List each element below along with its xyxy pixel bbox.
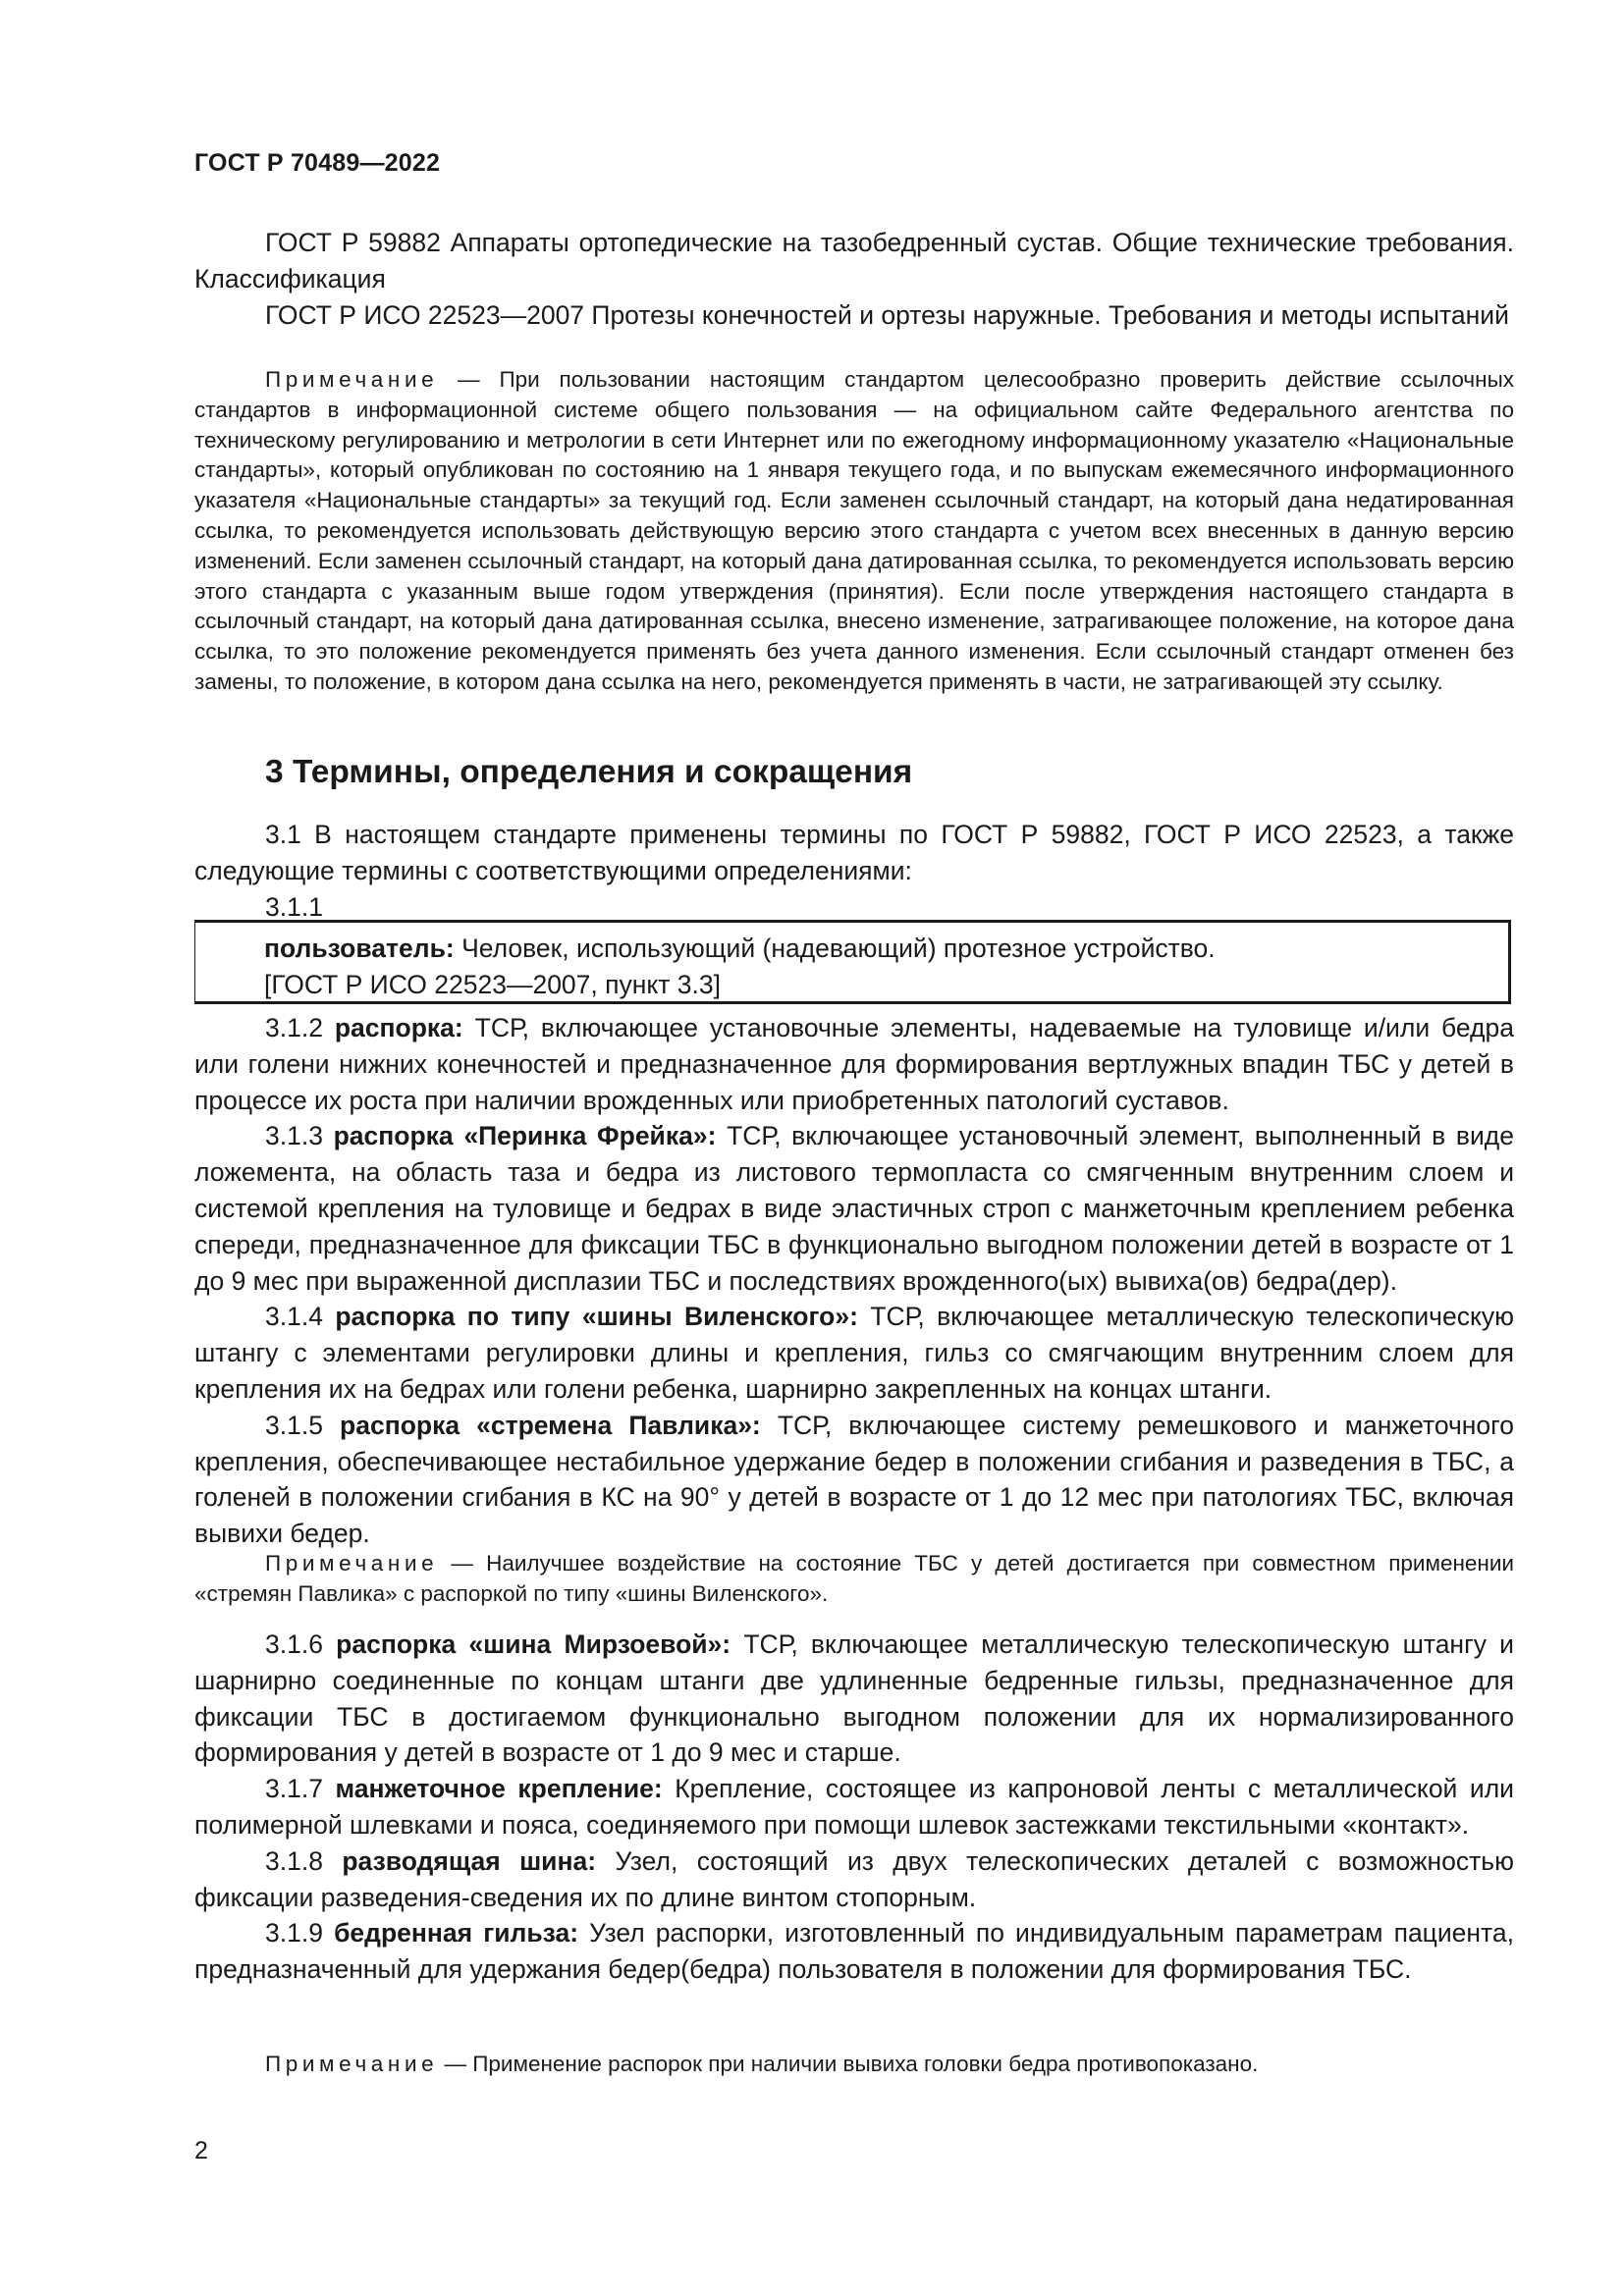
section-intro <box>194 817 1514 925</box>
terms-list-a <box>194 1010 1514 1552</box>
terms-list-b <box>194 1627 1514 1988</box>
note-label: Примечание <box>265 2052 439 2076</box>
boxed-definition <box>194 920 1511 1004</box>
term-number: 3.1.3 <box>265 1121 323 1151</box>
term-definition: Крепление, состоящее из капроновой ленты с металлической или полимерной шлевками и пояса, соединяемого при помощи шлевок застежками текстильными «контакт». <box>194 1774 1514 1840</box>
reference-item: ГОСТ Р 59882 Аппараты ортопедические на тазобедренный сустав. Общие технические требования. Классификация <box>194 228 1514 294</box>
note-1 <box>194 365 1514 698</box>
page-number: 2 <box>194 2137 208 2164</box>
term-source: [ГОСТ Р ИСО 22523—2007, пункт 3.3] <box>264 969 721 999</box>
term-name: распорка «Перинка Фрейка»: <box>333 1121 717 1151</box>
term-name: разводящая шина: <box>342 1845 597 1876</box>
note-text: — Наилучшее воздействие на состояние ТБС у детей достигается при совместном применении «стремян Павлика» с распоркой по типу «шины Виленского». <box>194 1551 1514 1606</box>
term-name: распорка «шина Мирзоевой»: <box>336 1629 731 1659</box>
term-number: 3.1.4 <box>265 1302 323 1332</box>
term-number: 3.1.9 <box>265 1918 323 1949</box>
term-number: 3.1.6 <box>265 1629 323 1659</box>
term-definition: ТСР, включающее металлическую телескопическую штангу с элементами регулировки длины и крепления, гильз со смягчающим внутренним слоем для крепления их на бедрах или голени ребенка, шарнирно закрепленных на концах штанги. <box>194 1302 1514 1404</box>
term-definition: Человек, использующий (надевающий) протезное устройство. <box>461 934 1216 963</box>
reference-item: ГОСТ Р ИСО 22523—2007 Протезы конечностей и ортезы наружные. Требования и методы испытаний <box>265 299 1509 330</box>
term-name: пользователь: <box>264 934 455 963</box>
term-name: распорка «стремена Павлика»: <box>340 1410 761 1440</box>
intro-paragraph: 3.1 В настоящем стандарте применены термины по ГОСТ Р 59882, ГОСТ Р ИСО 22523, а также следующие термины с соответствующими определениями: <box>194 820 1514 885</box>
term-number: 3.1.5 <box>265 1410 323 1440</box>
term-entry <box>194 1915 1514 1988</box>
term-number: 3.1.1 <box>265 891 323 922</box>
term-name: распорка: <box>334 1013 463 1042</box>
term-definition: ТСР, включающее установочный элемент, выполненный в виде ложемента, на область таза и бедра из листового термопласта со смягченным внутренним слоем и системой крепления на туловище и бедрах в виде эластичных строп с манжеточным креплением ребенка спереди, предназначенное для фиксации ТБС в функционально выгодном положении детей в возрасте от 1 до 9 мес при выраженной дисплазии ТБС и последствиях врожденного(ых) вывиха(ов) бедра(дер). <box>194 1121 1514 1296</box>
document-header: ГОСТ Р 70489—2022 <box>194 149 441 177</box>
term-entry <box>194 1299 1514 1407</box>
boxed-definition-text <box>264 931 1216 1003</box>
term-entry <box>194 1118 1514 1299</box>
term-entry <box>194 1408 1514 1552</box>
term-name: распорка по типу «шины Виленского»: <box>335 1302 858 1332</box>
term-number: 3.1.2 <box>265 1013 323 1042</box>
term-entry <box>194 1771 1514 1843</box>
term-entry <box>194 1010 1514 1118</box>
note-2 <box>194 1549 1514 1610</box>
reference-list <box>194 225 1514 333</box>
note-3 <box>194 2050 1514 2080</box>
note-label: Примечание <box>265 367 439 392</box>
term-entry <box>194 1843 1514 1916</box>
term-definition: ТСР, включающее установочные элементы, надеваемые на туловище и/или бедра или голени нижних конечностей и предназначенное для формирования вертлужных впадин ТБС у детей в процессе их роста при наличии врожденных или приобретенных патологий суставов. <box>194 1013 1514 1115</box>
term-entry <box>194 1627 1514 1771</box>
term-definition: ТСР, включающее систему ремешкового и манжеточного крепления, обеспечивающее нестабильное удержание бедер в положении сгибания и разведения в ТБС, а голеней в положении сгибания в КС на 90° у детей в возрасте от 1 до 12 мес при патологиях ТБС, включая вывихи бедер. <box>194 1410 1514 1549</box>
term-definition: Узел распорки, изготовленный по индивидуальным параметрам пациента, предназначенный для удержания бедер(бедра) пользователя в положении для формирования ТБС. <box>194 1918 1514 1985</box>
term-definition: ТСР, включающее металлическую телескопическую штангу и шарнирно соединенные по концам штанги две удлиненные бедренные гильзы, предназначенное для фиксации ТБС в достигаемом функционально выгодном положении для их нормализированного формирования у детей в возрасте от 1 до 9 мес и старше. <box>194 1629 1514 1768</box>
note-label: Примечание <box>265 1551 439 1575</box>
term-name: бедренная гильза: <box>334 1918 579 1949</box>
section-title: 3 Термины, определения и сокращения <box>265 754 913 790</box>
term-number: 3.1.7 <box>265 1774 323 1804</box>
note-text: — Применение распорок при наличии вывиха головки бедра противопоказано. <box>444 2052 1259 2076</box>
term-name: манжеточное крепление: <box>335 1774 663 1804</box>
term-definition: Узел, состоящий из двух телескопических деталей с возможностью фиксации разведения-сведения их по длине винтом стопорным. <box>194 1845 1514 1912</box>
note-text: — При пользовании настоящим стандартом целесообразно проверить действие ссылочных стандартов в информационной системе общего пользования — на официальном сайте Федерального агентства по техническому регулированию и метрологии в сети Интернет или по ежегодному информационному указателю «Национальные стандарты», который опубликован по состоянию на 1 января текущего года, и по выпускам ежемесячного информационного указателя «Национальные стандарты» за текущий год. Если заменен ссылочный стандарт, на который дана недатированная ссылка, то рекомендуется использовать действующую версию этого стандарта с учетом всех внесенных в данную версию изменений. Если заменен ссылочный стандарт, на который дана датированная ссылка, то рекомендуется использовать версию этого стандарта с указанным выше годом утверждения (принятия). Если после утверждения настоящего стандарта в ссылочный стандарт, на который дана датированная ссылка, внесено изменение, затрагивающее положение, на которое дана ссылка, то это положение рекомендуется применять без учета данного изменения. Если ссылочный стандарт отменен без замены, то положение, в котором дана ссылка на него, рекомендуется применять в части, не затрагивающей эту ссылку. <box>194 367 1514 694</box>
term-number: 3.1.8 <box>265 1845 323 1876</box>
